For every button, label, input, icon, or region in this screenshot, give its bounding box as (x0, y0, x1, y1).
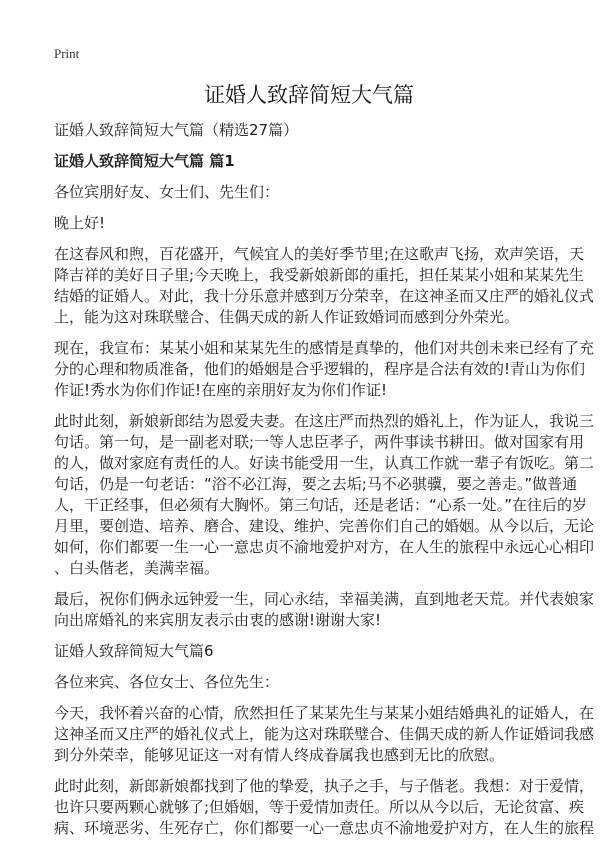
text-line: 的人，做对家庭有责任的人。好读书能受用一生，认真工作就一辈子有饭吃。第二 (54, 454, 595, 472)
text-line: 句话，仍是一句老话：“浴不必江海，要之去垢;马不必骐骥，要之善走。”做普通 (54, 475, 578, 493)
text-line: 人，干正经事，但必须有大胸怀。第三句话，还是老话：“心系一处。”在往后的岁 (54, 496, 588, 514)
text-line: 病、环境恶劣、生死存亡，你们都要一心一意忠贞不渝地爱护对方，在人生的旅程 (54, 819, 595, 837)
text-line: 也许只要两颗心就够了;但婚姻，等于爱情加责任。所以从今以后，无论贫富、疾 (54, 798, 585, 816)
text-line: 各位宾朋好友、女士们、先生们： (54, 183, 280, 201)
text-line: 句话。第一句，是一副老对联;一等人忠臣孝子，两件事读书耕田。做对国家有用 (54, 433, 585, 451)
paragraph (54, 776, 595, 839)
text-line: 月里，要创造、培养、磨合、建设、维护、完善你们自己的婚姻。从今以后，无论 (54, 517, 595, 535)
text-line: 证婚人致辞简短大气篇 篇1 (54, 152, 235, 170)
text-line: 各位来宾、各位女士、各位先生： (54, 673, 280, 691)
greeting (54, 672, 564, 693)
greeting (54, 213, 564, 234)
text-line: 证婚人致辞简短大气篇6 (54, 642, 214, 660)
section6-body (54, 703, 595, 839)
text-line: 、白头偕老，美满幸福。 (54, 559, 220, 577)
paragraph (54, 338, 595, 401)
section-heading (54, 641, 564, 662)
print-link[interactable]: Print (54, 46, 80, 61)
text-line: 晚上好! (54, 214, 106, 232)
text-line: 结婚的证婚人。对此，我十分乐意并感到万分荣幸，在这神圣而又庄严的婚礼仪式 (54, 287, 595, 305)
text-line: 向出席婚礼的来宾朋友表示由衷的感谢!谢谢大家! (54, 611, 382, 629)
paragraph (54, 244, 595, 328)
text-line: 此时此刻，新娘新郎结为恩爱夫妻。在这庄严而热烈的婚礼上，作为证人，我说三 (54, 412, 595, 430)
document-subtitle (54, 120, 564, 141)
paragraph (54, 703, 595, 766)
section-heading (54, 151, 564, 172)
text-line: 降吉祥的美好日子里;今天晚上，我受新娘新郎的重托，担任某某小姐和某某先生 (54, 266, 585, 284)
text-line: 上，能为这对珠联璧合、佳偶天成的新人作证致婚词而感到分外荣光。 (54, 308, 520, 326)
text-line: 今天，我怀着兴奋的心情，欣然担任了某某先生与某某小姐结婚典礼的证婚人，在 (54, 704, 595, 722)
document-title: 证婚人致辞简短大气篇 (204, 83, 414, 107)
text-line: 作证!秀水为你们作证!在座的亲朋好友为你们作证! (54, 381, 388, 399)
text-line: 在这春风和煦，百花盛开，气候宜人的美好季节里;在这歌声飞扬，欢声笑语，天 (54, 245, 585, 263)
text-line: 最后，祝你们俩永远钟爱一生，同心永结，幸福美满，直到地老天荒。并代表娘家 (54, 590, 595, 608)
text-line: 分的心理和物质准备，他们的婚姻是合乎逻辑的，程序是合法有效的!青山为你们 (54, 360, 586, 378)
section1-body (54, 244, 595, 631)
text-line: 现在，我宣布：某某小姐和某某先生的感情是真挚的，他们对共创未来已经有了充 (54, 339, 595, 357)
greeting (54, 182, 564, 203)
document-page (54, 44, 595, 849)
text-line: 这神圣而又庄严的婚礼仪式上，能为这对珠联璧合、佳偶天成的新人作证婚词我感 (54, 725, 595, 743)
paragraph (54, 589, 595, 631)
text-line: 到分外荣幸，能够见证这一对有情人终成眷属我也感到无比的欣慰。 (54, 746, 505, 764)
text-line: 此时此刻，新郎新娘都找到了他的挚爱，执子之手，与子偕老。我想：对于爱情， (54, 777, 595, 795)
paragraph (54, 411, 595, 579)
text-line: 如何，你们都要一生一心一意忠贞不渝地爱护对方，在人生的旅程中永远心心相印 (54, 538, 595, 556)
text-line: 证婚人致辞简短大气篇（精选27篇） (54, 121, 299, 139)
